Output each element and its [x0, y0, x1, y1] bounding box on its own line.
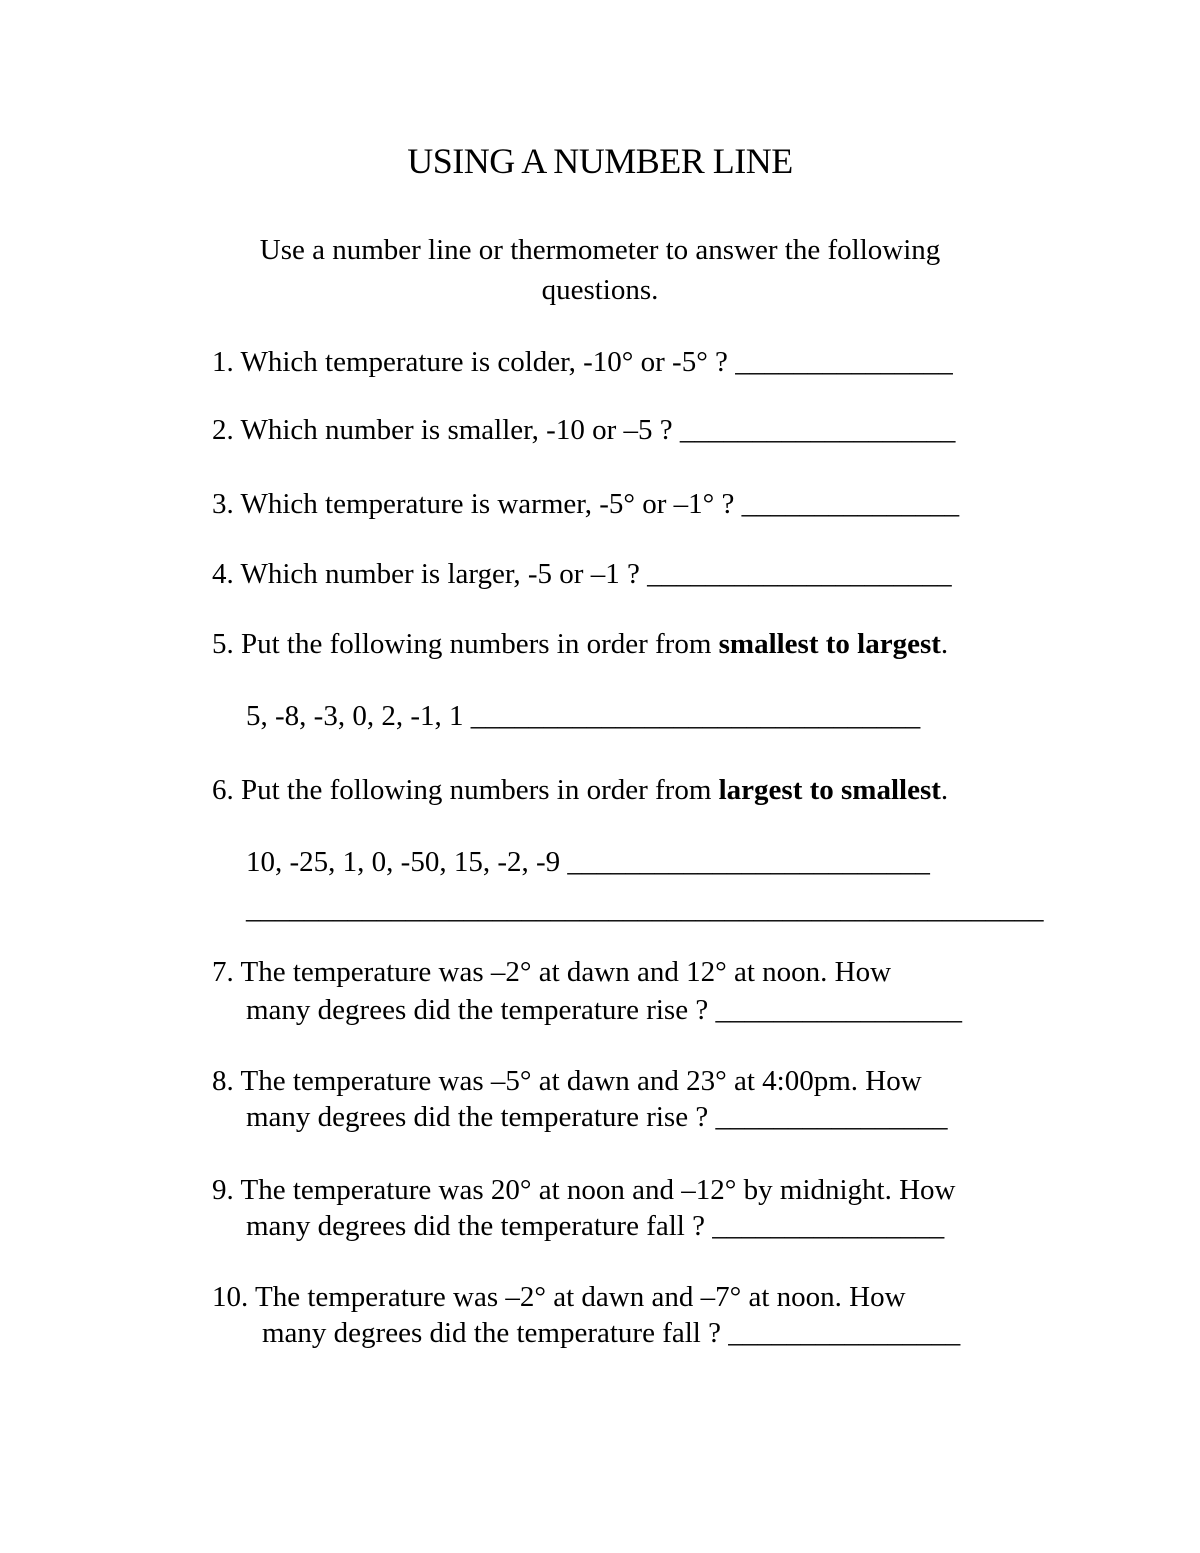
question-7	[212, 953, 891, 991]
answer-blank[interactable]: _______________________________________________________	[246, 893, 1044, 925]
question-text: Which temperature is warmer, -5° or –1° ?	[240, 488, 735, 520]
question-10-cont	[262, 1314, 960, 1352]
answer-blank[interactable]: ________________	[712, 1210, 945, 1242]
number-list: 10, -25, 1, 0, -50, 15, -2, -9	[246, 846, 561, 878]
question-7-cont	[246, 991, 962, 1029]
question-9	[212, 1171, 956, 1209]
question-4	[212, 555, 952, 593]
question-text: many degrees did the temperature rise ?	[246, 1101, 709, 1133]
question-8	[212, 1062, 922, 1100]
question-number: 6.	[212, 774, 234, 806]
answer-blank[interactable]: ________________	[715, 1101, 948, 1133]
answer-blank[interactable]: ___________________	[679, 414, 956, 446]
question-6-list	[246, 843, 930, 881]
question-text: Which number is larger, -5 or –1 ?	[240, 558, 640, 590]
question-text-before: Put the following numbers in order from	[241, 628, 719, 660]
answer-blank[interactable]: _______________________________	[470, 700, 921, 732]
question-10	[212, 1278, 906, 1316]
question-text: The temperature was –2° at dawn and –7° at noon. How	[254, 1281, 906, 1313]
question-number: 3.	[212, 488, 234, 520]
instructions: Use a number line or thermometer to answer the following questions.	[259, 234, 941, 306]
question-text-after: .	[940, 774, 949, 806]
question-number: 4.	[212, 558, 234, 590]
question-6	[212, 771, 948, 809]
question-1	[212, 343, 953, 381]
question-number: 7.	[212, 956, 234, 988]
question-5-list	[246, 697, 920, 735]
question-text: The temperature was –5° at dawn and 23° at 4:00pm. How	[240, 1065, 922, 1097]
answer-blank[interactable]: _______________	[735, 346, 953, 378]
question-number: 9.	[212, 1174, 234, 1206]
answer-blank[interactable]: _________________________	[567, 846, 930, 878]
question-number: 5.	[212, 628, 234, 660]
question-text-after: .	[940, 628, 949, 660]
answer-blank[interactable]: ________________	[728, 1317, 961, 1349]
question-emphasis: largest to smallest	[718, 774, 941, 806]
answer-blank[interactable]: _______________	[741, 488, 960, 520]
question-text: Which number is smaller, -10 or –5 ?	[240, 414, 673, 446]
question-6-extra-line	[246, 890, 1044, 928]
page-title: USING A NUMBER LINE	[407, 141, 793, 181]
question-text: The temperature was –2° at dawn and 12° at noon. How	[240, 956, 892, 988]
question-number: 2.	[212, 414, 234, 446]
question-number: 8.	[212, 1065, 234, 1097]
question-3	[212, 485, 959, 523]
question-text: many degrees did the temperature fall ?	[246, 1210, 705, 1242]
question-5	[212, 625, 948, 663]
question-8-cont	[246, 1098, 947, 1136]
number-list: 5, -8, -3, 0, 2, -1, 1	[246, 700, 464, 732]
question-text-before: Put the following numbers in order from	[241, 774, 719, 806]
question-text: The temperature was 20° at noon and –12° by midnight. How	[240, 1174, 956, 1206]
question-text: many degrees did the temperature rise ?	[246, 994, 709, 1026]
question-number: 1.	[212, 346, 234, 378]
question-9-cont	[246, 1207, 944, 1245]
answer-blank[interactable]: _________________	[715, 994, 962, 1026]
question-emphasis: smallest to largest	[718, 628, 941, 660]
question-text: many degrees did the temperature fall ?	[262, 1317, 721, 1349]
question-number: 10.	[212, 1281, 249, 1313]
answer-blank[interactable]: _____________________	[647, 558, 952, 590]
question-2	[212, 411, 955, 449]
question-text: Which temperature is colder, -10° or -5° ?	[240, 346, 728, 378]
